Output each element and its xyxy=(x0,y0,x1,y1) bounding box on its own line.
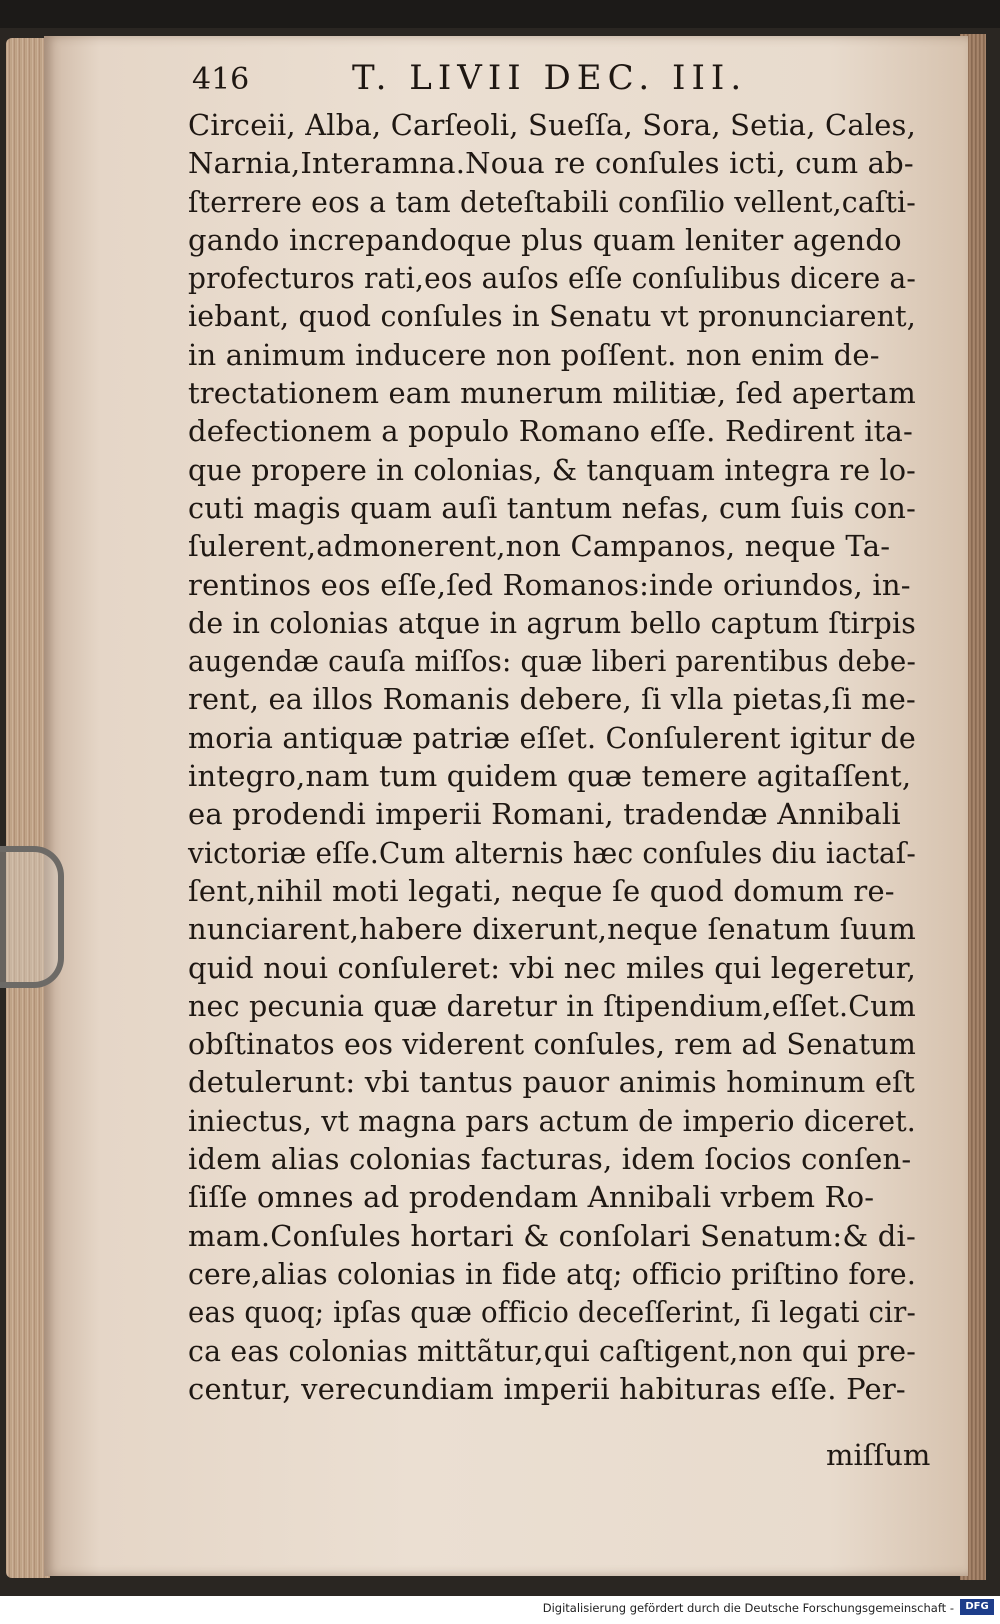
text-line: ſent,nihil moti legati, neque ſe quod domum re- xyxy=(188,873,895,908)
text-line: nunciarent,habere dixerunt,neque ſenatum ſuum xyxy=(188,912,916,947)
dfg-logo: DFG xyxy=(960,1599,994,1615)
text-line: Circeii, Alba, Carſeoli, Sueſſa, Sora, Setia, Cales, xyxy=(188,108,916,142)
text-line: ea prodendi imperii Romani, tradendæ Annibali xyxy=(188,797,901,832)
page-number: 416 xyxy=(192,62,250,97)
catchword: miſſum xyxy=(826,1438,931,1472)
text-line: ſterrere eos a tam deteſtabili conſilio vellent,caſti- xyxy=(188,184,916,219)
text-line: iniectus, vt magna pars actum de imperio diceret. xyxy=(188,1103,916,1138)
text-line: trectationem eam munerum militiæ, ſed apertam xyxy=(188,376,916,411)
running-header xyxy=(192,58,832,104)
text-line: mam.Conſules hortari & conſolari Senatum:& di- xyxy=(188,1218,916,1253)
text-line: cere,alias colonias in fide atq; officio priſtino fore. xyxy=(188,1256,916,1291)
text-line: gando increpandoque plus quam leniter agendo xyxy=(188,222,902,257)
footer-credit: Digitalisierung gefördert durch die Deutsche Forschungsgemeinschaft - xyxy=(542,1601,954,1615)
text-line: profecturos rati,eos auſos eſſe conſulibus dicere a- xyxy=(188,261,916,296)
text-line: Narnia,Interamna.Noua re conſules icti, cum ab- xyxy=(188,146,914,181)
text-line: iebant, quod conſules in Senatu vt pronunciarent, xyxy=(188,299,916,334)
text-line: cuti magis quam auſi tantum nefas, cum ſuis con- xyxy=(188,490,916,525)
text-line: in animum inducere non poſſent. non enim de- xyxy=(188,337,880,372)
text-line: que propere in colonias, & tanquam integra re lo- xyxy=(188,452,916,487)
text-line: integro,nam tum quidem quæ temere agitaſſent, xyxy=(188,759,912,794)
text-line: victoriæ eſſe.Cum alternis hæc conſules diu iactaſ- xyxy=(188,835,916,870)
text-line: defectionem a populo Romano eſſe. Redirent ita- xyxy=(188,414,914,449)
text-line: idem alias colonias facturas, idem ſocios conſen- xyxy=(188,1142,912,1177)
text-line: moria antiquæ patriæ eſſet. Conſulerent igitur de xyxy=(188,720,916,755)
text-line: augendæ cauſa miſſos: quæ liberi parentibus debe- xyxy=(188,644,916,679)
text-line: de in colonias atque in agrum bello captum ſtirpis xyxy=(188,605,916,640)
text-line: ſiſſe omnes ad prodendam Annibali vrbem Ro- xyxy=(188,1180,875,1215)
text-line: rent, ea illos Romanis debere, ſi vlla pietas,ſi me- xyxy=(188,682,916,717)
text-line: centur, verecundiam imperii habituras eſſe. Per- xyxy=(188,1371,906,1406)
text-line: nec pecunia quæ daretur in ſtipendium,eſſet.Cum xyxy=(188,988,916,1023)
text-line: eas quoq; ipſas quæ officio deceſſerint, ſi legati cir- xyxy=(188,1295,916,1330)
text-line: rentinos eos eſſe,ſed Romanos:inde oriundos, in- xyxy=(188,567,911,602)
text-line: obſtinatos eos viderent conſules, rem ad Senatum xyxy=(188,1027,916,1062)
running-title: T. LIVII DEC. III. xyxy=(352,58,748,98)
text-line: detulerunt: vbi tantus pauor animis hominum eſt xyxy=(188,1065,915,1100)
text-line: quid noui conſuleret: vbi nec miles qui legeretur, xyxy=(188,950,916,985)
body-text xyxy=(188,106,928,1408)
text-line: ſulerent,admonerent,non Campanos, neque Ta- xyxy=(188,529,891,564)
text-line: ca eas colonias mittãtur,qui caſtigent,non qui pre- xyxy=(188,1333,916,1368)
clasp-clip xyxy=(0,846,64,988)
